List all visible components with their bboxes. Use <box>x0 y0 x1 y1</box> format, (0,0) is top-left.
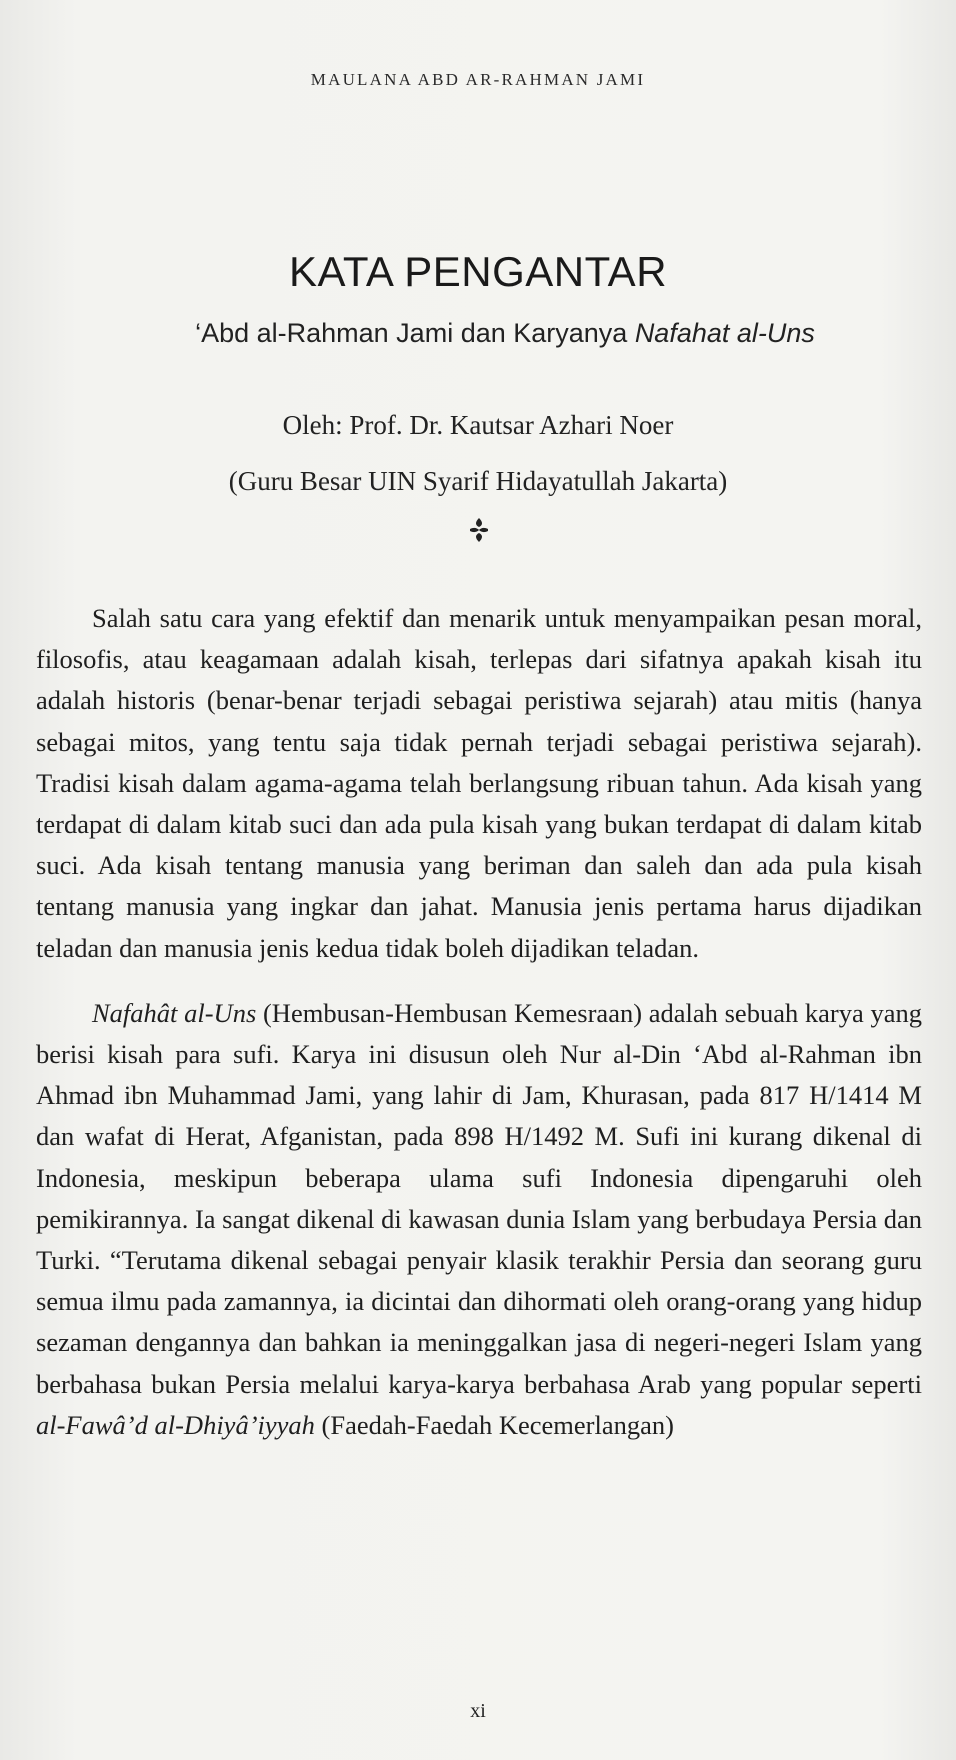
cited-work-italic: al-Fawâ’d al-Dhiyâ’iyyah <box>36 1409 315 1440</box>
chapter-title: KATA PENGANTAR <box>288 248 668 295</box>
paragraph-2 <box>36 993 922 1446</box>
running-head: MAULANA ABD AR-RAHMAN JAMI <box>310 70 646 89</box>
chapter-subtitle <box>110 318 900 349</box>
work-title-italic: Nafahât al-Uns <box>92 997 257 1028</box>
paragraph-2-text: (Hembusan-Hembusan Kemesraan) adalah sebuah karya yang berisi kisah para sufi. Karya ini disusun oleh Nur al-Din ‘Abd al-Rahman ibn Ahmad ibn Muhammad Jami, yang lahir di Jam, Khurasan, pada 817 H/1414 M dan wafat di Herat, Afganistan, pada 898 H/1492 M. Sufi ini kurang dikenal di Indonesia, meskipun beberapa ulama sufi Indonesia dipengaruhi oleh pemikirannya. Ia sangat dikenal di kawasan dunia Islam yang berbudaya Persia dan Turki. “Terutama dikenal sebagai penyair klasik terakhir Persia dan seorang guru semua ilmu pada zamannya, ia dicintai dan dihormati oleh orang-orang yang hidup sezaman dengannya dan bahkan ia meninggalkan jasa di negeri-negeri Islam yang berbahasa bukan Persia melalui karya-karya berbahasa Arab yang popular seperti <box>36 997 922 1399</box>
author-line: Oleh: Prof. Dr. Kautsar Azhari Noer <box>282 410 674 440</box>
subtitle-work-title: Nafahat al-Uns <box>634 318 815 348</box>
body-text <box>36 598 922 1470</box>
paragraph-2-end: (Faedah-Faedah Kecemerlangan) <box>314 1409 674 1440</box>
page-number: xi <box>470 1700 486 1722</box>
fleuron-ornament-icon <box>466 516 492 544</box>
affiliation-line: (Guru Besar UIN Syarif Hidayatullah Jakarta) <box>228 466 728 496</box>
subtitle-text: ‘Abd al-Rahman Jami dan Karyanya <box>195 318 635 348</box>
paragraph-1: Salah satu cara yang efektif dan menarik untuk menyampaikan pesan moral, filosofis, atau keagamaan adalah kisah, terlepas dari sifatnya apakah kisah itu adalah historis (benar-benar terjadi sebagai peristiwa sejarah) atau mitis (hanya sebagai mitos, yang tentu saja tidak pernah terjadi sebagai peristiwa sejarah). Tradisi kisah dalam agama-agama telah berlangsung ribuan tahun. Ada kisah yang terdapat di dalam kitab suci dan ada pula kisah yang bukan terdapat di dalam kitab suci. Ada kisah tentang manusia yang beriman dan saleh dan ada pula kisah tentang manusia yang ingkar dan jahat. Manusia jenis pertama harus dijadikan teladan dan manusia jenis kedua tidak boleh dijadikan teladan. <box>36 603 922 963</box>
